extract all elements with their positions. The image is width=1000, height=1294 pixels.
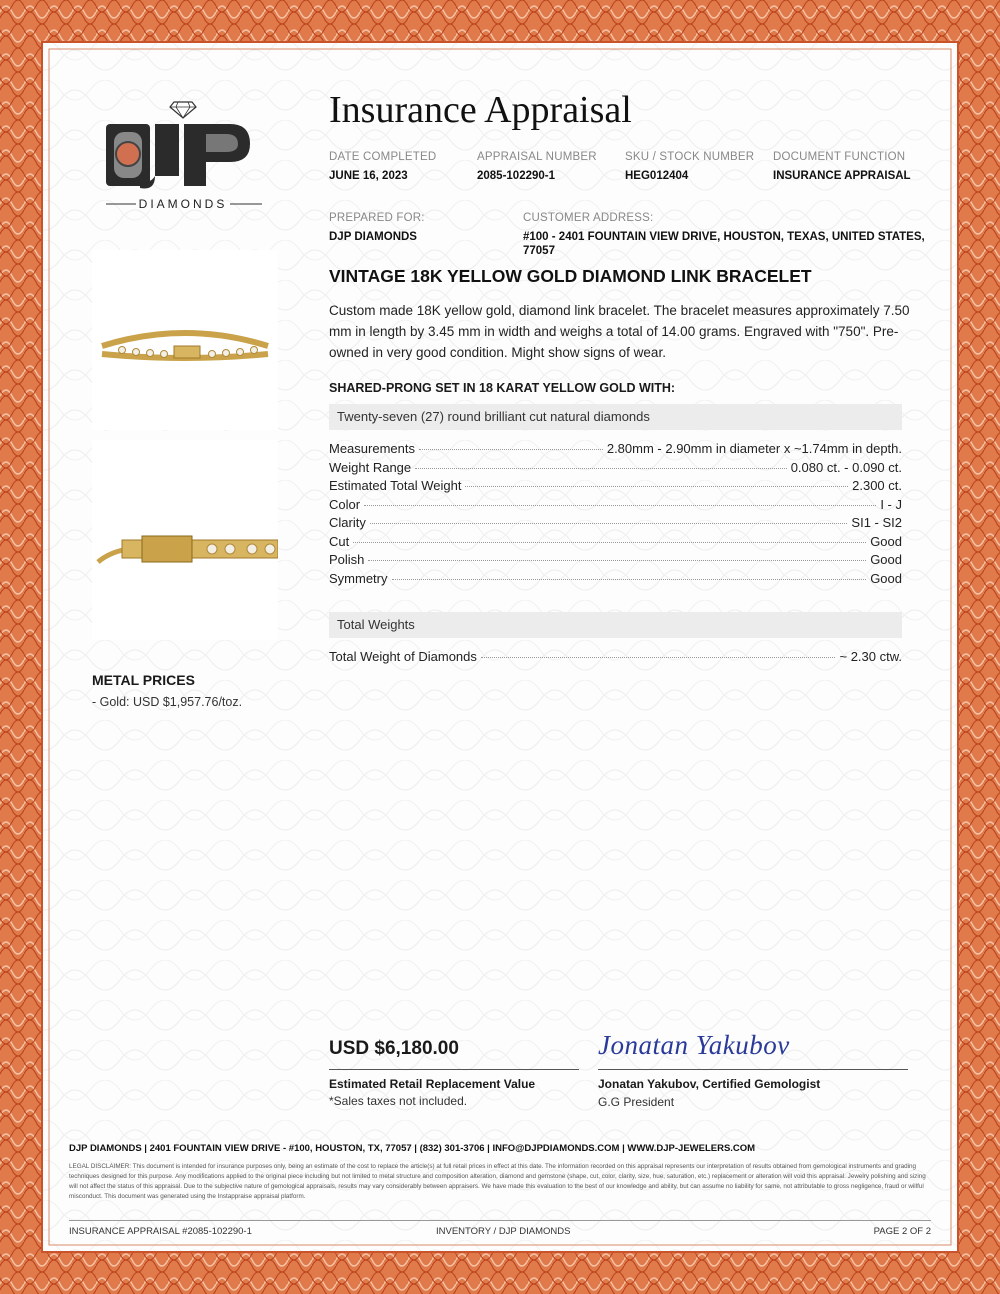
spec-value: SI1 - SI2: [851, 515, 902, 530]
spec-row: [329, 571, 902, 590]
spec-label: Weight Range: [329, 459, 412, 475]
appraisal-number-value: 2085-102290-1: [477, 170, 556, 182]
document-function-value: INSURANCE APPRAISAL: [773, 170, 911, 182]
total-weight-value: ~ 2.30 ctw.: [839, 649, 902, 664]
spec-value: 2.300 ct.: [852, 478, 902, 493]
signature: Jonatan Yakubov: [598, 1030, 790, 1060]
footer-contact: DJP DIAMONDS | 2401 FOUNTAIN VIEW DRIVE - #100, HOUSTON, TX, 77057 | (832) 301-3706 | INFO@DJPDIAMONDS.COM | WWW.DJP-JEWELERS.COM: [69, 1143, 756, 1154]
spec-row: [329, 552, 902, 571]
djp-logo: [100, 96, 265, 216]
bracelet-photo-top: [92, 250, 278, 430]
spec-row: [329, 441, 902, 460]
spec-label: Clarity: [329, 515, 366, 530]
signer-title: G.G President: [598, 1095, 675, 1109]
document-function-label: DOCUMENT FUNCTION: [773, 151, 906, 163]
spec-row: [329, 460, 902, 479]
tax-note: *Sales taxes not included.: [329, 1094, 468, 1108]
stones-bar: Twenty-seven (27) round brilliant cut natural diamonds: [329, 404, 902, 430]
item-description: Custom made 18K yellow gold, diamond link bracelet. The bracelet measures approximately 7.50 mm in length by 3.45 mm in width and weighs a total of 14.00 grams. Engraved with "750". Pre-owned in very good condition. Might show signs of wear.: [329, 303, 910, 360]
spec-value: 2.80mm - 2.90mm in diameter x ~1.74mm in depth.: [606, 441, 902, 456]
customer-address-line2: 77057: [523, 245, 555, 257]
spec-label: Cut: [329, 533, 350, 549]
total-weight-row: [329, 649, 902, 664]
spec-value: I - J: [880, 496, 902, 512]
spec-value: Good: [870, 552, 902, 567]
sku-value: HEG012404: [625, 170, 689, 182]
appraisal-number-label: APPRAISAL NUMBER: [477, 151, 597, 163]
spec-row: [329, 534, 902, 553]
spec-row: [329, 497, 902, 516]
spec-label: Polish: [329, 552, 365, 567]
page-title: Insurance Appraisal: [329, 89, 632, 131]
prepared-for-label: PREPARED FOR:: [329, 212, 425, 224]
legal-disclaimer: LEGAL DISCLAIMER: This document is intended for insurance purposes only, being an estimate of the cost to replace the article(s) at full retail prices in effect at this date. The information recorded on this appraisal represents our interpretation of results obtained from gemological instruments and grading techniques designed for this purpose. Any modifications applied to the original piece including but not limited to metal structure and composition alteration, diamond and gemstone (shape, cut, color, clarity, size, hue, saturation, etc.) replacement or alteration will void this appraisal. Jewelry polishing and sizing will not affect the status of this appraisal. Due to the subjective nature of gemological appraisals, results may vary considerably between appraisers. We have made this evaluation to the best of our knowledge and ability, but can assume no liability for same, not attributable to gross negligence, fraud or willful misconduct. This document was generated using the Instappraise appraisal platform.: [69, 1163, 926, 1200]
total-weight-label: Total Weight of Diamonds: [329, 649, 477, 664]
spec-label: Color: [329, 496, 361, 512]
prepared-for-value: DJP DIAMONDS: [329, 231, 417, 243]
retail-value-label: Estimated Retail Replacement Value: [329, 1077, 536, 1091]
footer-appraisal-ref: INSURANCE APPRAISAL #2085-102290-1: [69, 1226, 252, 1237]
retail-value: USD $6,180.00: [329, 1038, 459, 1059]
customer-address-line1: #100 - 2401 FOUNTAIN VIEW DRIVE, HOUSTON, TEXAS, UNITED STATES,: [523, 231, 925, 243]
signer-name: Jonatan Yakubov, Certified Gemologist: [598, 1077, 821, 1091]
gold-price: - Gold: USD $1,957.76/toz.: [92, 695, 243, 709]
spec-value: Good: [870, 570, 902, 586]
bracelet-photo-clasp: [92, 440, 278, 640]
page-number: PAGE 2 OF 2: [873, 1226, 931, 1237]
spec-label: Symmetry: [329, 570, 388, 586]
diamond-icon: [170, 102, 196, 118]
spec-value: Good: [870, 533, 902, 549]
date-completed-value: JUNE 16, 2023: [329, 170, 408, 182]
footer-inventory: INVENTORY / DJP DIAMONDS: [436, 1226, 571, 1237]
specs-list: [329, 441, 902, 589]
sku-label: SKU / STOCK NUMBER: [625, 151, 755, 163]
spec-label: Estimated Total Weight: [329, 478, 462, 493]
spec-label: Measurements: [329, 441, 415, 456]
logo-tagline: DIAMONDS: [138, 197, 228, 211]
item-title: VINTAGE 18K YELLOW GOLD DIAMOND LINK BRACELET: [329, 266, 812, 286]
metal-prices-title: METAL PRICES: [92, 672, 195, 688]
spec-row: [329, 478, 902, 497]
date-completed-label: DATE COMPLETED: [329, 151, 437, 163]
setting-heading: SHARED-PRONG SET IN 18 KARAT YELLOW GOLD WITH:: [329, 381, 676, 395]
spec-row: [329, 515, 902, 534]
total-weights-bar: Total Weights: [329, 612, 902, 638]
customer-address-label: CUSTOMER ADDRESS:: [523, 212, 654, 224]
spec-value: 0.080 ct. - 0.090 ct.: [790, 459, 902, 475]
